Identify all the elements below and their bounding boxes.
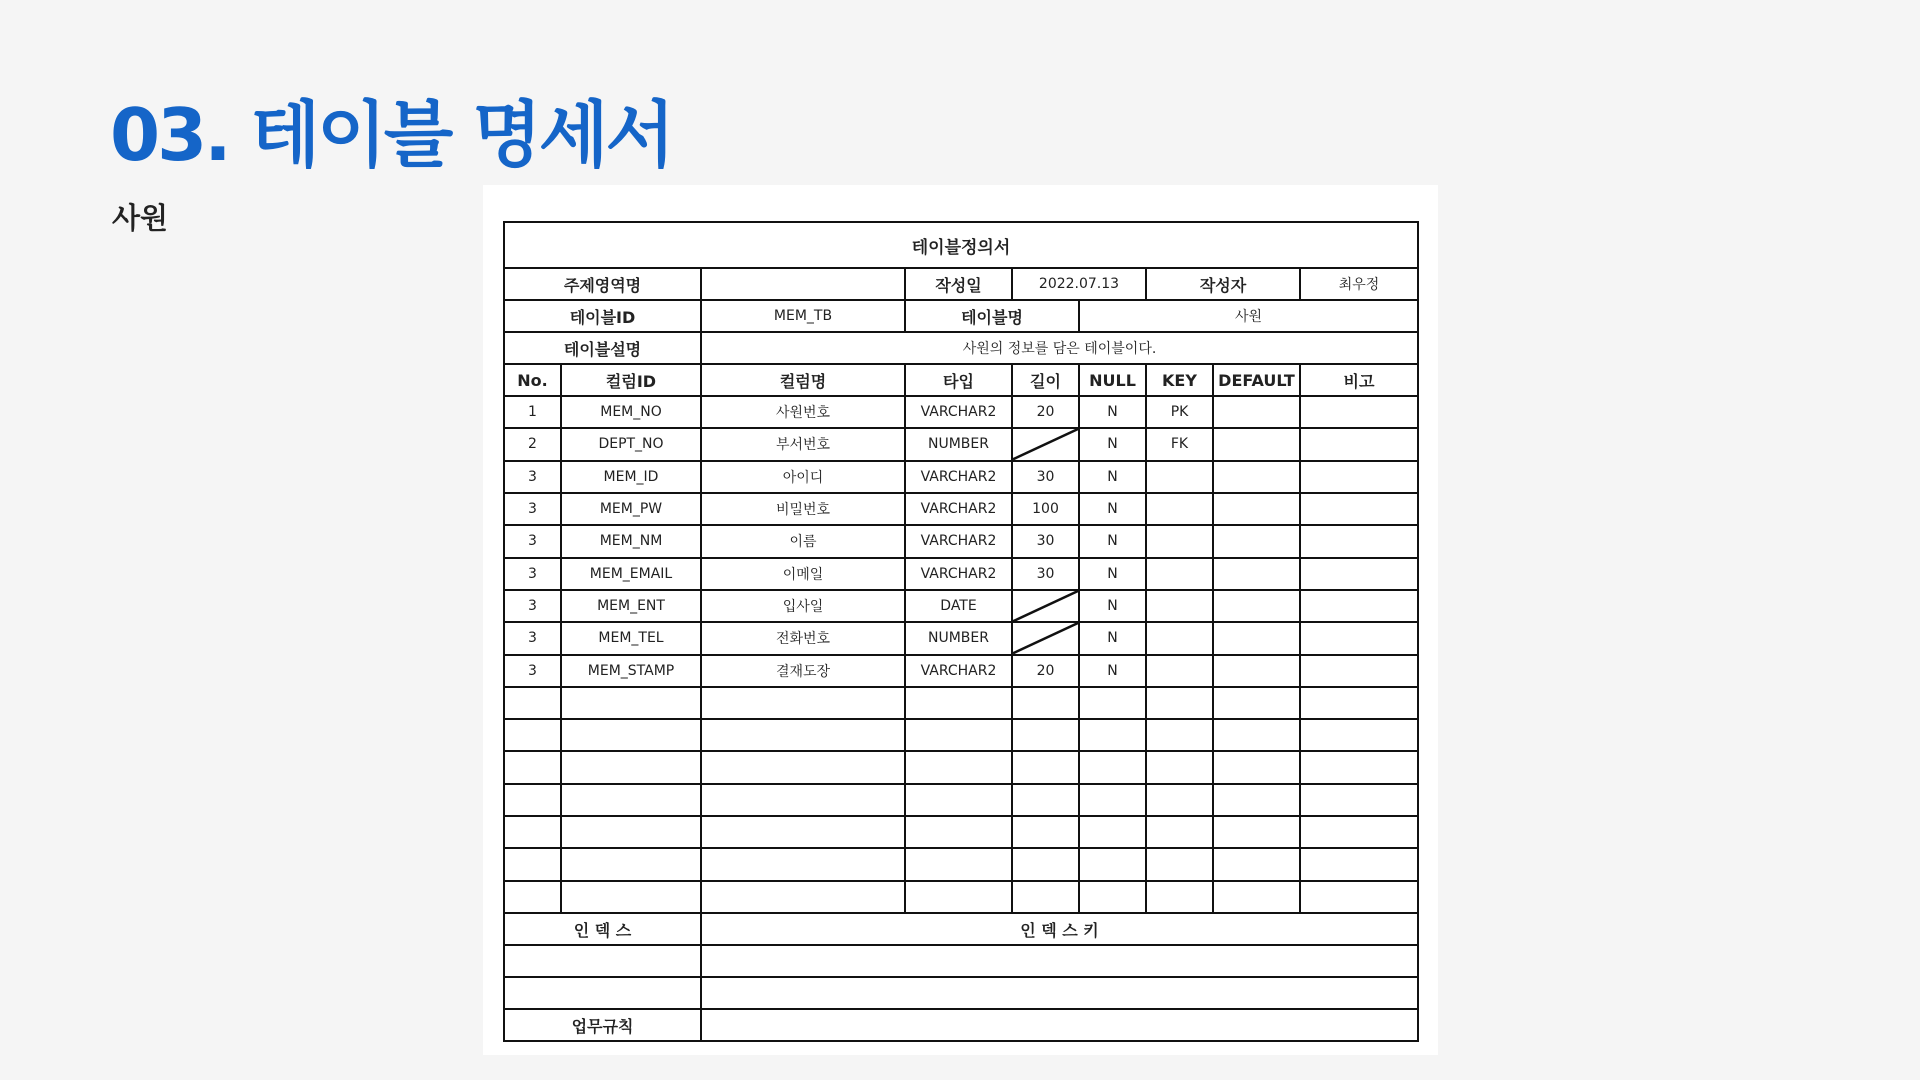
page-subtitle: 사원 bbox=[112, 201, 169, 235]
empty-cell bbox=[504, 687, 561, 719]
subject-area-value bbox=[701, 268, 905, 300]
table-row bbox=[504, 558, 1418, 590]
type-cell: VARCHAR2 bbox=[905, 655, 1012, 687]
column-header: 컬럼명 bbox=[701, 364, 905, 396]
table-row bbox=[504, 396, 1418, 428]
no-cell: 3 bbox=[504, 590, 561, 622]
null-cell: N bbox=[1079, 461, 1146, 493]
default-cell bbox=[1213, 525, 1300, 557]
no-cell: 3 bbox=[504, 493, 561, 525]
column-id-cell: MEM_EMAIL bbox=[561, 558, 701, 590]
diagonal-slash-icon bbox=[1013, 591, 1078, 621]
empty-cell bbox=[1146, 881, 1213, 913]
key-cell bbox=[1146, 461, 1213, 493]
empty-cell bbox=[1079, 881, 1146, 913]
column-name-cell: 비밀번호 bbox=[701, 493, 905, 525]
empty-cell bbox=[1012, 751, 1079, 783]
empty-row bbox=[504, 816, 1418, 848]
empty-cell bbox=[1213, 687, 1300, 719]
key-cell bbox=[1146, 558, 1213, 590]
column-header: DEFAULT bbox=[1213, 364, 1300, 396]
column-header: 길이 bbox=[1012, 364, 1079, 396]
empty-cell bbox=[1213, 751, 1300, 783]
type-cell: VARCHAR2 bbox=[905, 525, 1012, 557]
column-header: NULL bbox=[1079, 364, 1146, 396]
empty-cell bbox=[701, 784, 905, 816]
table-spec-sheet bbox=[483, 185, 1438, 1055]
empty-cell bbox=[504, 719, 561, 751]
empty-cell bbox=[1300, 848, 1418, 880]
length-cell: 20 bbox=[1012, 396, 1079, 428]
default-cell bbox=[1213, 428, 1300, 460]
empty-cell bbox=[701, 848, 905, 880]
column-id-cell: MEM_PW bbox=[561, 493, 701, 525]
author-label: 작성자 bbox=[1146, 268, 1300, 300]
length-na-cell bbox=[1012, 622, 1079, 654]
column-header: KEY bbox=[1146, 364, 1213, 396]
note-cell bbox=[1300, 590, 1418, 622]
empty-cell bbox=[561, 784, 701, 816]
empty-cell bbox=[1079, 751, 1146, 783]
null-cell: N bbox=[1079, 558, 1146, 590]
length-cell: 30 bbox=[1012, 558, 1079, 590]
table-id-value: MEM_TB bbox=[701, 300, 905, 332]
index-row bbox=[504, 945, 1418, 977]
table-row bbox=[504, 525, 1418, 557]
empty-cell bbox=[905, 816, 1012, 848]
empty-cell bbox=[1300, 719, 1418, 751]
note-cell bbox=[1300, 622, 1418, 654]
empty-cell bbox=[701, 881, 905, 913]
empty-cell bbox=[561, 719, 701, 751]
column-id-cell: MEM_STAMP bbox=[561, 655, 701, 687]
empty-cell bbox=[1146, 784, 1213, 816]
index-name-cell bbox=[504, 945, 701, 977]
column-header: 컬럼ID bbox=[561, 364, 701, 396]
no-cell: 3 bbox=[504, 461, 561, 493]
no-cell: 2 bbox=[504, 428, 561, 460]
default-cell bbox=[1213, 493, 1300, 525]
business-rule-value bbox=[701, 1009, 1418, 1041]
note-cell bbox=[1300, 493, 1418, 525]
empty-cell bbox=[1213, 816, 1300, 848]
empty-cell bbox=[561, 816, 701, 848]
key-cell bbox=[1146, 590, 1213, 622]
empty-cell bbox=[1300, 751, 1418, 783]
null-cell: N bbox=[1079, 590, 1146, 622]
type-cell: DATE bbox=[905, 590, 1012, 622]
note-cell bbox=[1300, 396, 1418, 428]
business-rule-label: 업무규칙 bbox=[504, 1009, 701, 1041]
date-value: 2022.07.13 bbox=[1012, 268, 1146, 300]
empty-cell bbox=[1146, 816, 1213, 848]
column-id-cell: MEM_ID bbox=[561, 461, 701, 493]
length-cell: 30 bbox=[1012, 461, 1079, 493]
empty-cell bbox=[504, 784, 561, 816]
type-cell: VARCHAR2 bbox=[905, 493, 1012, 525]
empty-cell bbox=[1079, 784, 1146, 816]
index-key-cell bbox=[701, 945, 1418, 977]
table-row bbox=[504, 428, 1418, 460]
empty-row bbox=[504, 848, 1418, 880]
null-cell: N bbox=[1079, 493, 1146, 525]
empty-cell bbox=[1300, 816, 1418, 848]
column-name-cell: 전화번호 bbox=[701, 622, 905, 654]
no-cell: 1 bbox=[504, 396, 561, 428]
note-cell bbox=[1300, 558, 1418, 590]
empty-row bbox=[504, 881, 1418, 913]
diagonal-slash-icon bbox=[1013, 429, 1078, 459]
default-cell bbox=[1213, 558, 1300, 590]
column-id-cell: DEPT_NO bbox=[561, 428, 701, 460]
default-cell bbox=[1213, 396, 1300, 428]
empty-row bbox=[504, 784, 1418, 816]
empty-cell bbox=[1213, 719, 1300, 751]
length-na-cell bbox=[1012, 428, 1079, 460]
table-id-label: 테이블ID bbox=[504, 300, 701, 332]
no-cell: 3 bbox=[504, 655, 561, 687]
table-desc-value: 사원의 정보를 담은 테이블이다. bbox=[701, 332, 1418, 364]
empty-cell bbox=[1012, 881, 1079, 913]
empty-cell bbox=[701, 816, 905, 848]
note-cell bbox=[1300, 461, 1418, 493]
column-id-cell: MEM_NO bbox=[561, 396, 701, 428]
empty-cell bbox=[1146, 687, 1213, 719]
column-header-row bbox=[504, 364, 1418, 396]
default-cell bbox=[1213, 655, 1300, 687]
empty-cell bbox=[905, 881, 1012, 913]
table-row bbox=[504, 493, 1418, 525]
note-cell bbox=[1300, 428, 1418, 460]
default-cell bbox=[1213, 461, 1300, 493]
key-cell bbox=[1146, 655, 1213, 687]
empty-row bbox=[504, 751, 1418, 783]
empty-cell bbox=[1012, 784, 1079, 816]
subject-area-label: 주제영역명 bbox=[504, 268, 701, 300]
empty-cell bbox=[504, 881, 561, 913]
null-cell: N bbox=[1079, 525, 1146, 557]
empty-cell bbox=[561, 751, 701, 783]
key-cell: PK bbox=[1146, 396, 1213, 428]
column-name-cell: 이름 bbox=[701, 525, 905, 557]
key-cell: FK bbox=[1146, 428, 1213, 460]
column-header: 비고 bbox=[1300, 364, 1418, 396]
null-cell: N bbox=[1079, 396, 1146, 428]
default-cell bbox=[1213, 590, 1300, 622]
empty-cell bbox=[905, 719, 1012, 751]
index-label: 인 덱 스 bbox=[504, 913, 701, 945]
null-cell: N bbox=[1079, 622, 1146, 654]
empty-cell bbox=[905, 784, 1012, 816]
index-name-cell bbox=[504, 977, 701, 1009]
empty-cell bbox=[1300, 784, 1418, 816]
empty-cell bbox=[701, 751, 905, 783]
empty-cell bbox=[1146, 751, 1213, 783]
column-header: No. bbox=[504, 364, 561, 396]
no-cell: 3 bbox=[504, 558, 561, 590]
date-label: 작성일 bbox=[905, 268, 1012, 300]
empty-cell bbox=[504, 751, 561, 783]
empty-cell bbox=[561, 848, 701, 880]
empty-cell bbox=[1146, 719, 1213, 751]
empty-cell bbox=[561, 687, 701, 719]
column-name-cell: 아이디 bbox=[701, 461, 905, 493]
table-desc-label: 테이블설명 bbox=[504, 332, 701, 364]
table-name-label: 테이블명 bbox=[905, 300, 1079, 332]
empty-cell bbox=[1213, 848, 1300, 880]
empty-cell bbox=[1079, 816, 1146, 848]
author-value: 최우정 bbox=[1300, 268, 1418, 300]
type-cell: NUMBER bbox=[905, 428, 1012, 460]
type-cell: NUMBER bbox=[905, 622, 1012, 654]
key-cell bbox=[1146, 525, 1213, 557]
table-row bbox=[504, 590, 1418, 622]
table-row bbox=[504, 461, 1418, 493]
empty-cell bbox=[1012, 816, 1079, 848]
index-row bbox=[504, 977, 1418, 1009]
page-title: 03. 테이블 명세서 bbox=[110, 93, 672, 177]
empty-cell bbox=[701, 687, 905, 719]
empty-cell bbox=[1079, 687, 1146, 719]
key-cell bbox=[1146, 622, 1213, 654]
empty-cell bbox=[701, 719, 905, 751]
empty-cell bbox=[905, 751, 1012, 783]
null-cell: N bbox=[1079, 428, 1146, 460]
table-row bbox=[504, 655, 1418, 687]
type-cell: VARCHAR2 bbox=[905, 558, 1012, 590]
table-row bbox=[504, 622, 1418, 654]
column-id-cell: MEM_ENT bbox=[561, 590, 701, 622]
empty-row bbox=[504, 687, 1418, 719]
empty-cell bbox=[905, 848, 1012, 880]
length-cell: 20 bbox=[1012, 655, 1079, 687]
empty-cell bbox=[1146, 848, 1213, 880]
length-na-cell bbox=[1012, 590, 1079, 622]
column-id-cell: MEM_TEL bbox=[561, 622, 701, 654]
column-name-cell: 이메일 bbox=[701, 558, 905, 590]
empty-cell bbox=[1012, 848, 1079, 880]
empty-cell bbox=[1300, 687, 1418, 719]
column-name-cell: 부서번호 bbox=[701, 428, 905, 460]
diagonal-slash-icon bbox=[1013, 623, 1078, 653]
note-cell bbox=[1300, 525, 1418, 557]
table-name-value: 사원 bbox=[1079, 300, 1418, 332]
empty-cell bbox=[1012, 719, 1079, 751]
default-cell bbox=[1213, 622, 1300, 654]
empty-cell bbox=[1300, 881, 1418, 913]
sheet-title: 테이블정의서 bbox=[504, 222, 1418, 268]
empty-cell bbox=[905, 687, 1012, 719]
key-cell bbox=[1146, 493, 1213, 525]
null-cell: N bbox=[1079, 655, 1146, 687]
no-cell: 3 bbox=[504, 622, 561, 654]
length-cell: 100 bbox=[1012, 493, 1079, 525]
empty-cell bbox=[504, 848, 561, 880]
empty-cell bbox=[561, 881, 701, 913]
empty-row bbox=[504, 719, 1418, 751]
type-cell: VARCHAR2 bbox=[905, 461, 1012, 493]
index-key-label: 인 덱 스 키 bbox=[701, 913, 1418, 945]
empty-cell bbox=[1012, 687, 1079, 719]
note-cell bbox=[1300, 655, 1418, 687]
empty-cell bbox=[1213, 784, 1300, 816]
column-name-cell: 사원번호 bbox=[701, 396, 905, 428]
column-header: 타입 bbox=[905, 364, 1012, 396]
column-id-cell: MEM_NM bbox=[561, 525, 701, 557]
column-name-cell: 입사일 bbox=[701, 590, 905, 622]
column-name-cell: 결재도장 bbox=[701, 655, 905, 687]
no-cell: 3 bbox=[504, 525, 561, 557]
index-key-cell bbox=[701, 977, 1418, 1009]
empty-cell bbox=[1079, 719, 1146, 751]
empty-cell bbox=[504, 816, 561, 848]
table-definition bbox=[503, 221, 1419, 1042]
type-cell: VARCHAR2 bbox=[905, 396, 1012, 428]
length-cell: 30 bbox=[1012, 525, 1079, 557]
empty-cell bbox=[1213, 881, 1300, 913]
empty-cell bbox=[1079, 848, 1146, 880]
